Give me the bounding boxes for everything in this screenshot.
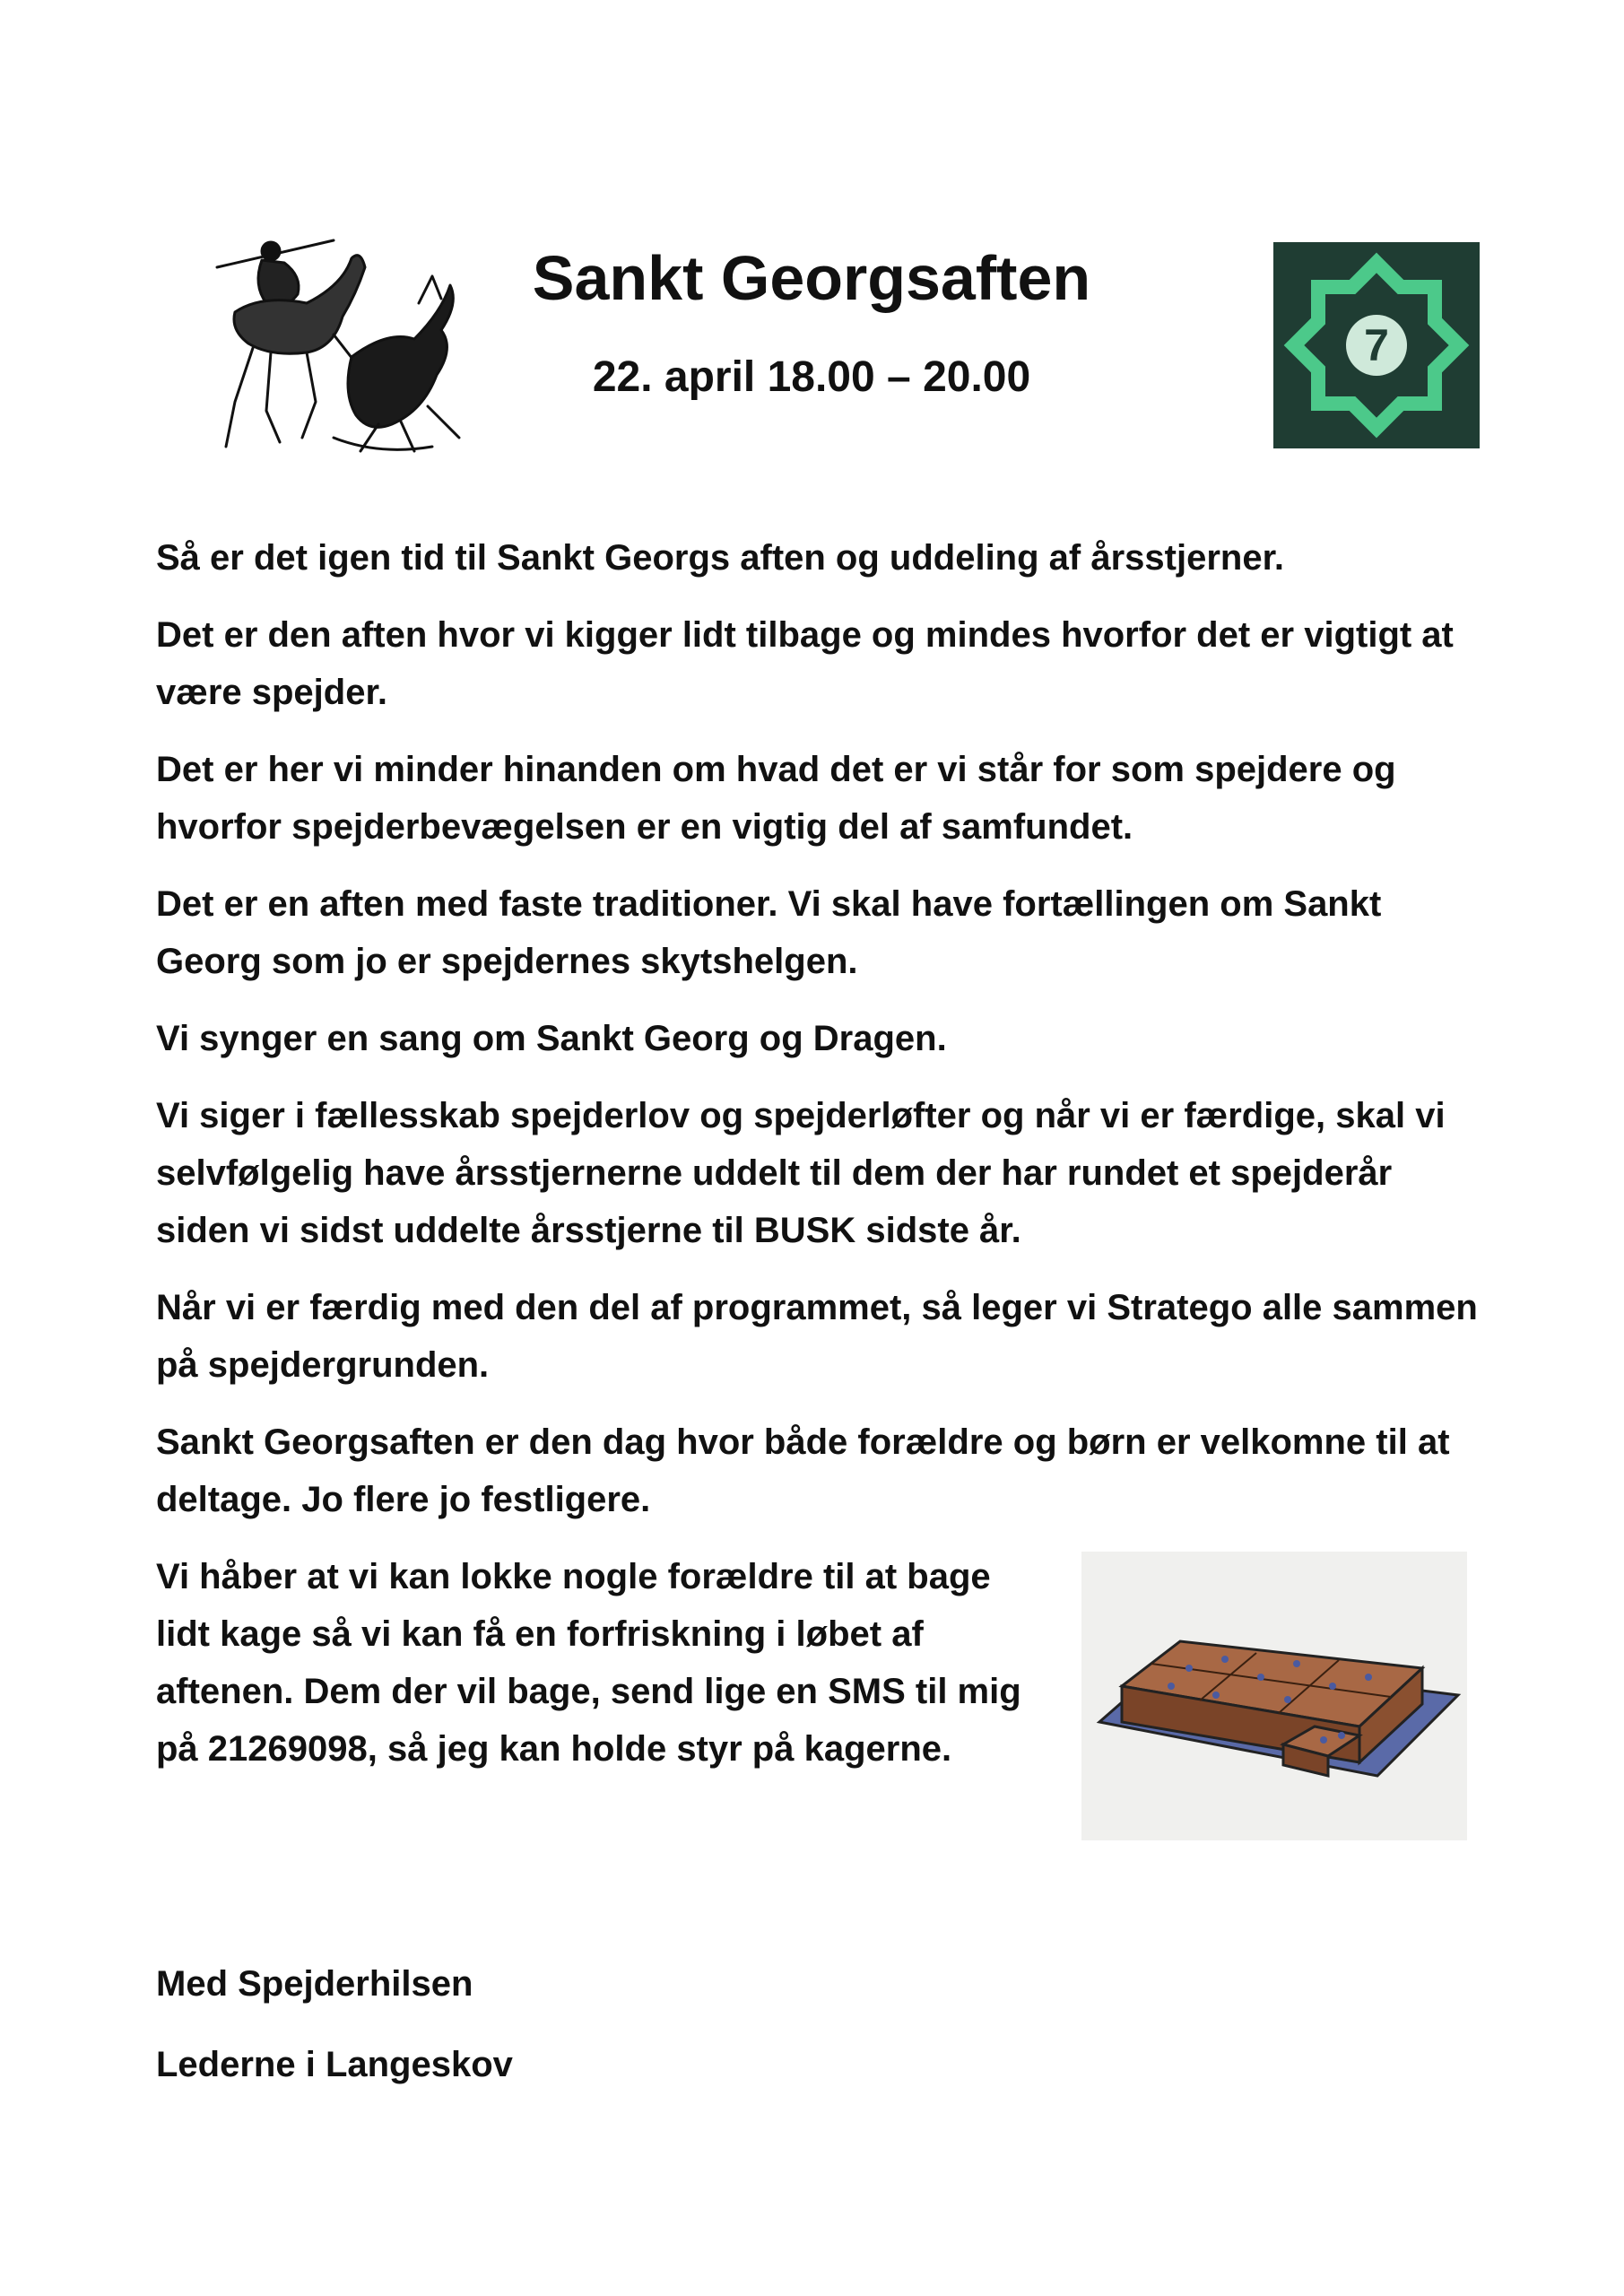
document-header xyxy=(0,0,1624,484)
letter-body xyxy=(156,529,1483,1797)
signature-greeting: Med Spejderhilsen xyxy=(156,1964,473,2004)
year-star-badge xyxy=(1273,242,1480,448)
paragraph: Vi siger i fællesskab spejderlov og spejderløfter og når vi er færdige, skal vi selvfølgelig have årsstjernerne uddelt til dem der har rundet et spejderår siden vi sidst uddelte årsstjerne til BUSK sidste år. xyxy=(156,1096,1446,1250)
cake-paragraph: Vi håber at vi kan lokke nogle forældre til at bage lidt kage så vi kan få en forfriskning i løbet af aftenen. Dem der vil bage, send lige en SMS til mig på 21269098, så jeg kan holde styr på kagerne. xyxy=(156,1557,1021,1769)
paragraph: Det er her vi minder hinanden om hvad det er vi står for som spejdere og hvorfor spejderbevægelsen er en vigtig del af samfundet. xyxy=(156,750,1396,847)
paragraph: Når vi er færdig med den del af programmet, så leger vi Stratego alle sammen på spejdergrunden. xyxy=(156,1288,1478,1385)
cake-section xyxy=(156,1548,1483,1778)
paragraph: Så er det igen tid til Sankt Georgs aften og uddeling af årsstjerner. xyxy=(156,538,1285,578)
paragraph: Det er en aften med faste traditioner. Vi skal have fortællingen om Sankt Georg som jo er spejdernes skytshelgen. xyxy=(156,884,1382,981)
paragraph: Vi synger en sang om Sankt Georg og Dragen. xyxy=(156,1019,947,1058)
paragraph: Sankt Georgsaften er den dag hvor både forældre og børn er velkomne til at deltage. Jo flere jo festligere. xyxy=(156,1422,1450,1519)
signature-block xyxy=(156,1955,513,2117)
event-date-time: 22. april 18.00 – 20.00 xyxy=(592,353,1031,401)
cake-illustration xyxy=(1081,1552,1467,1840)
saint-george-dragon-illustration xyxy=(199,231,468,456)
signature-sender: Lederne i Langeskov xyxy=(156,2045,513,2084)
badge-number: 7 xyxy=(1364,320,1389,370)
paragraph: Det er den aften hvor vi kigger lidt tilbage og mindes hvorfor det er vigtigt at være spejder. xyxy=(156,615,1454,712)
page-title: Sankt Georgsaften xyxy=(532,243,1091,313)
